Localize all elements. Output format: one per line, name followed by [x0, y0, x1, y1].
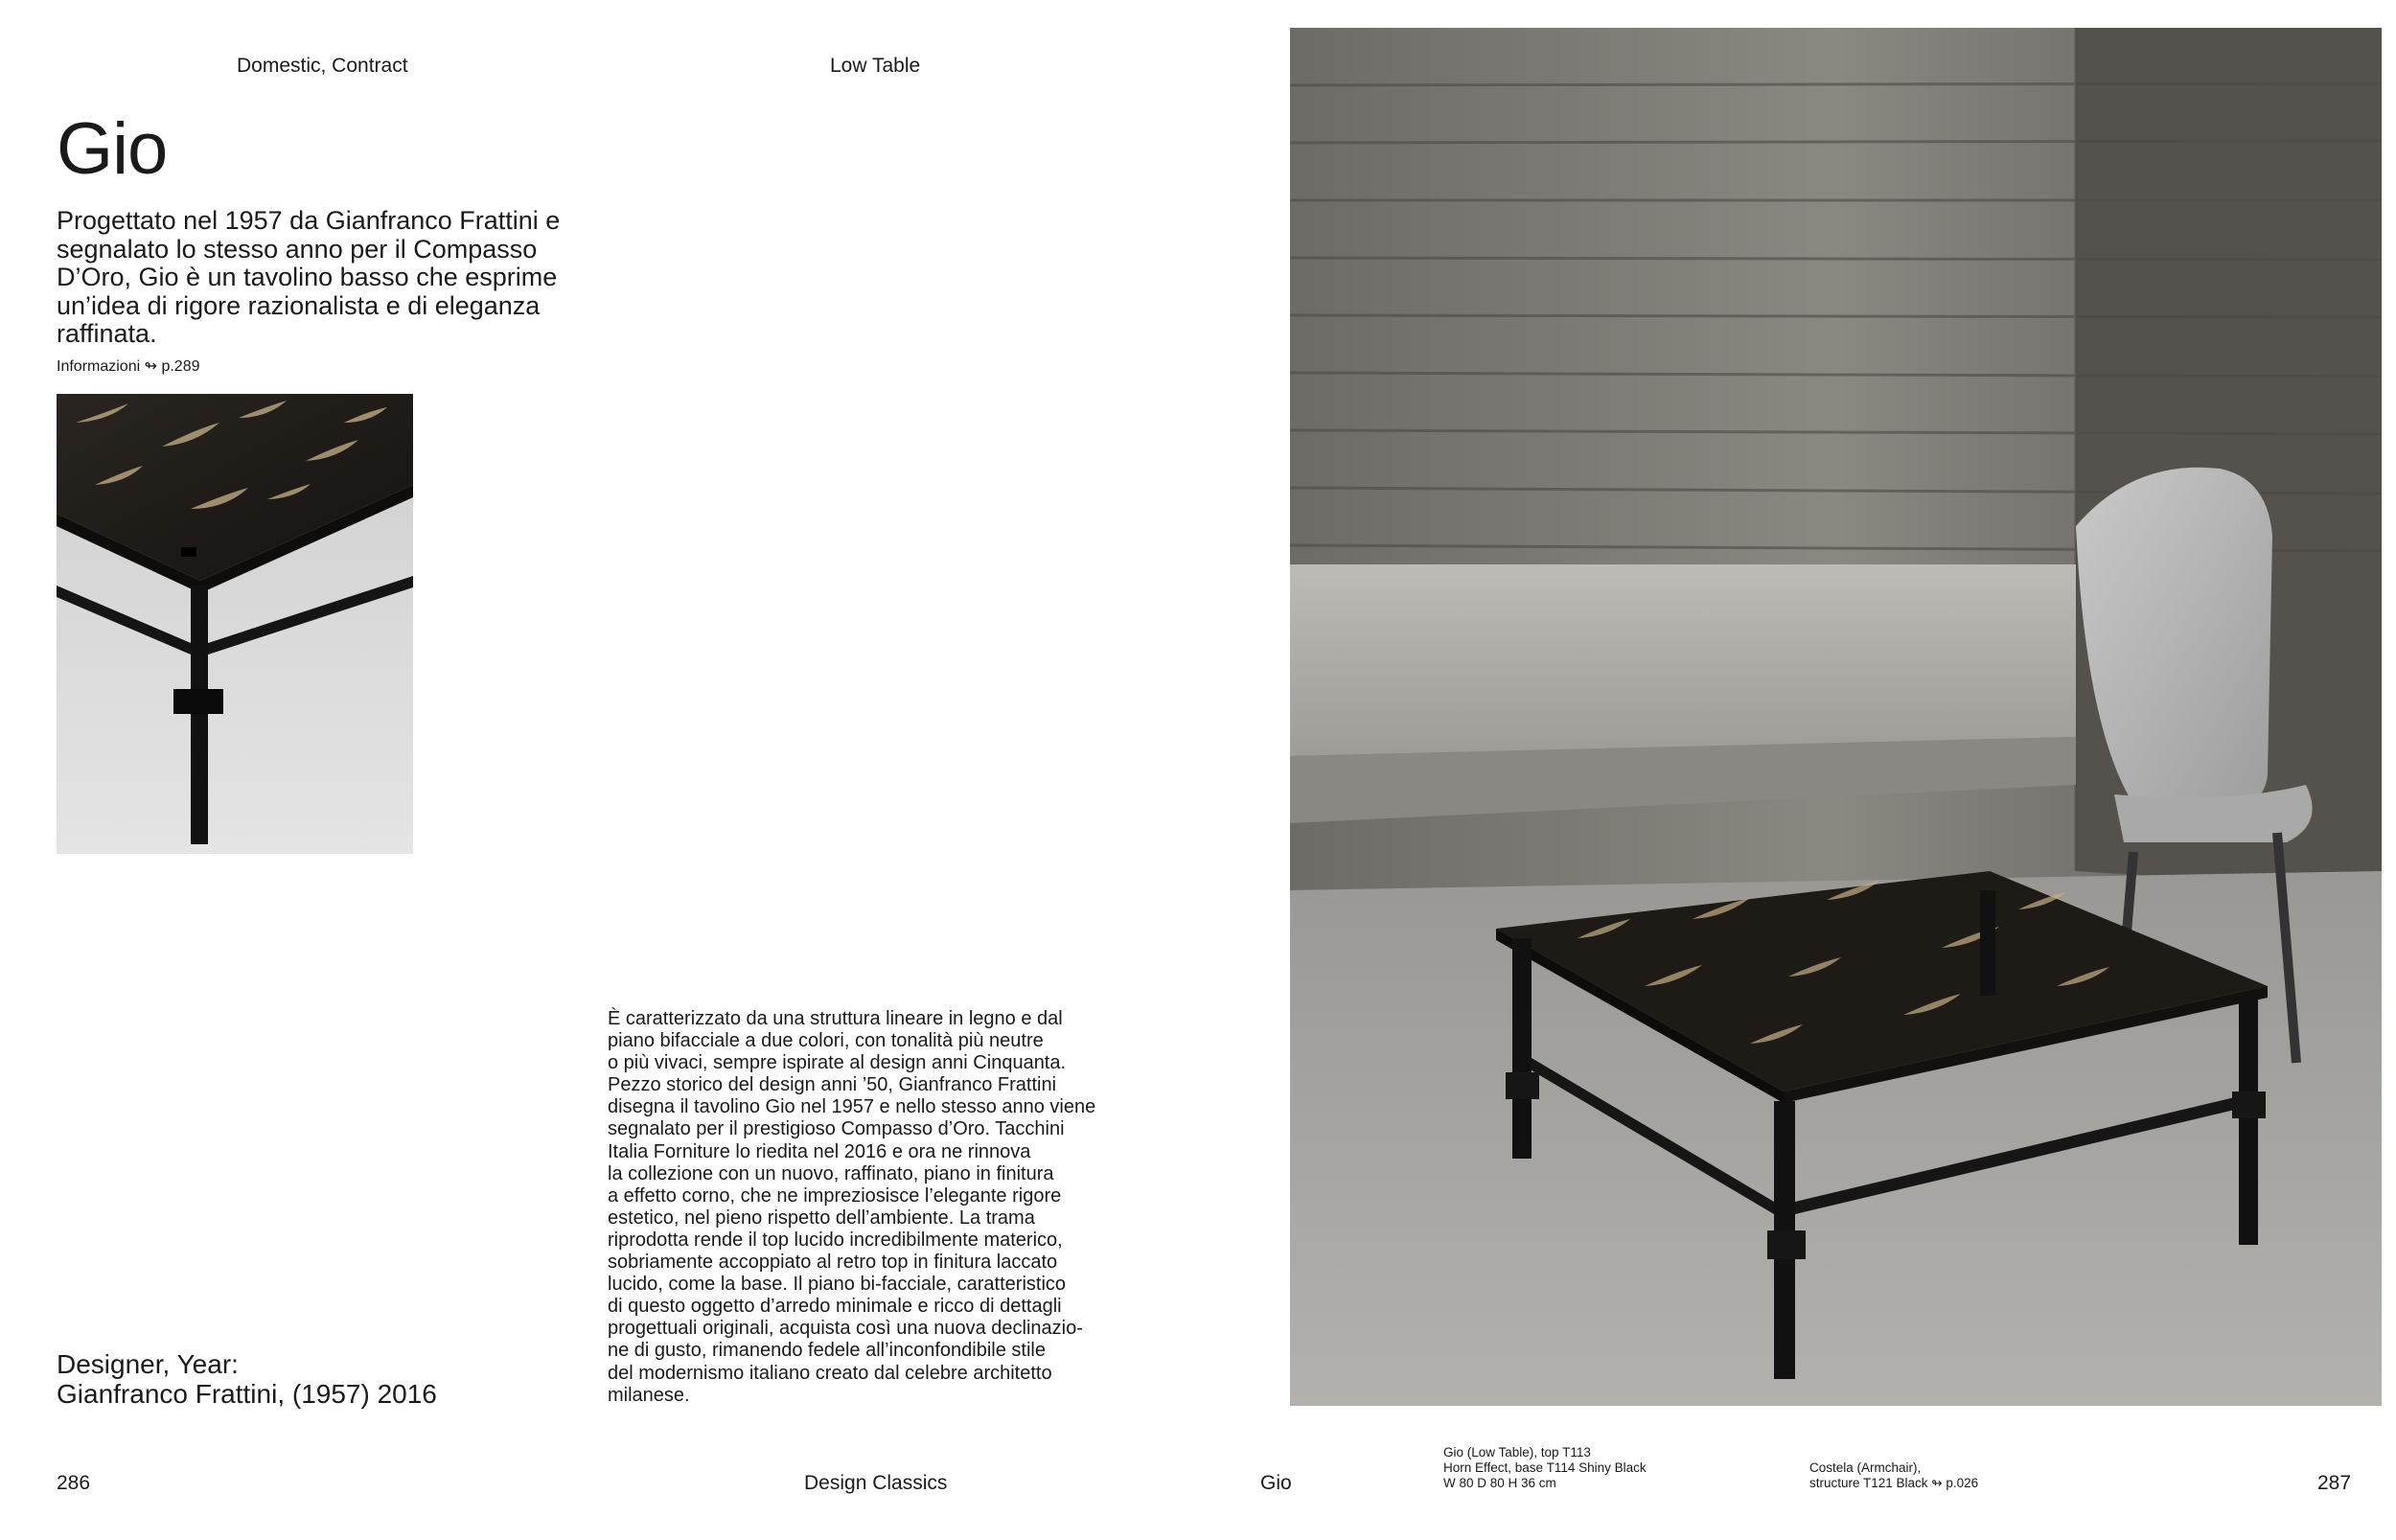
designer-value: Gianfranco Frattini, (1957) 2016	[57, 1379, 437, 1409]
category-label: Domestic, Contract	[237, 55, 408, 77]
running-product-name: Gio	[1260, 1472, 1292, 1494]
page-number-left: 286	[57, 1472, 91, 1494]
product-type-label: Low Table	[830, 55, 921, 77]
designer-block	[57, 1349, 437, 1409]
intro-paragraph: Progettato nel 1957 da Gianfranco Frattini e segnalato lo stesso anno per il Compasso D’Oro, Gio è un tavolino basso che esprime un’idea di rigore razionalista e di eleganza raffinata.	[57, 206, 561, 348]
table-photo-caption: Gio (Low Table), top T113 Horn Effect, base T114 Shiny Black W 80 D 80 H 36 cm	[1443, 1445, 1647, 1490]
section-name: Design Classics	[804, 1472, 948, 1494]
page-title: Gio	[57, 108, 168, 190]
gio-table-and-armchair-photo	[1290, 28, 2382, 1406]
table-corner-detail-photo	[57, 394, 413, 854]
description-text: È caratterizzato da una struttura lineare in legno e dal piano bifacciale a due colori, con tonalità più neutre o più vivaci, sempre ispirate al design anni Cinquanta. Pezzo storico del design anni ’50, Gianfranco Frattini disegna il tavolino Gio nel 1957 e nello stesso anno viene segnalato per il prestigioso Compasso d’Oro. Tacchini Italia Forniture lo riedita nel 2016 e ora ne rinnova la collezione con un nuovo, raffinato, piano in finitura a effetto corno, che ne impreziosisce l’elegante rigore estetico, nel pieno rispetto dell’ambiente. La trama riprodotta rende il top lucido incredibilmente materico, sobriamente accoppiato al retro top in finitura laccato lucido, come la base. Il piano bi-facciale, caratteristico di questo oggetto d’arredo minimale e ricco di dettagli progettuali originali, acquista così una nuova declinazio- ne di gusto, rimanendo fedele all’inconfondibile stile del modernismo italiano creato dal celebre architetto milanese.	[608, 1008, 1096, 1406]
designer-label: Designer, Year:	[57, 1349, 239, 1379]
info-page-reference: Informazioni ↬ p.289	[57, 358, 200, 375]
armchair-photo-caption: Costela (Armchair), structure T121 Black ↬ p.026	[1809, 1460, 1979, 1490]
page-number-right: 287	[2317, 1472, 2352, 1494]
